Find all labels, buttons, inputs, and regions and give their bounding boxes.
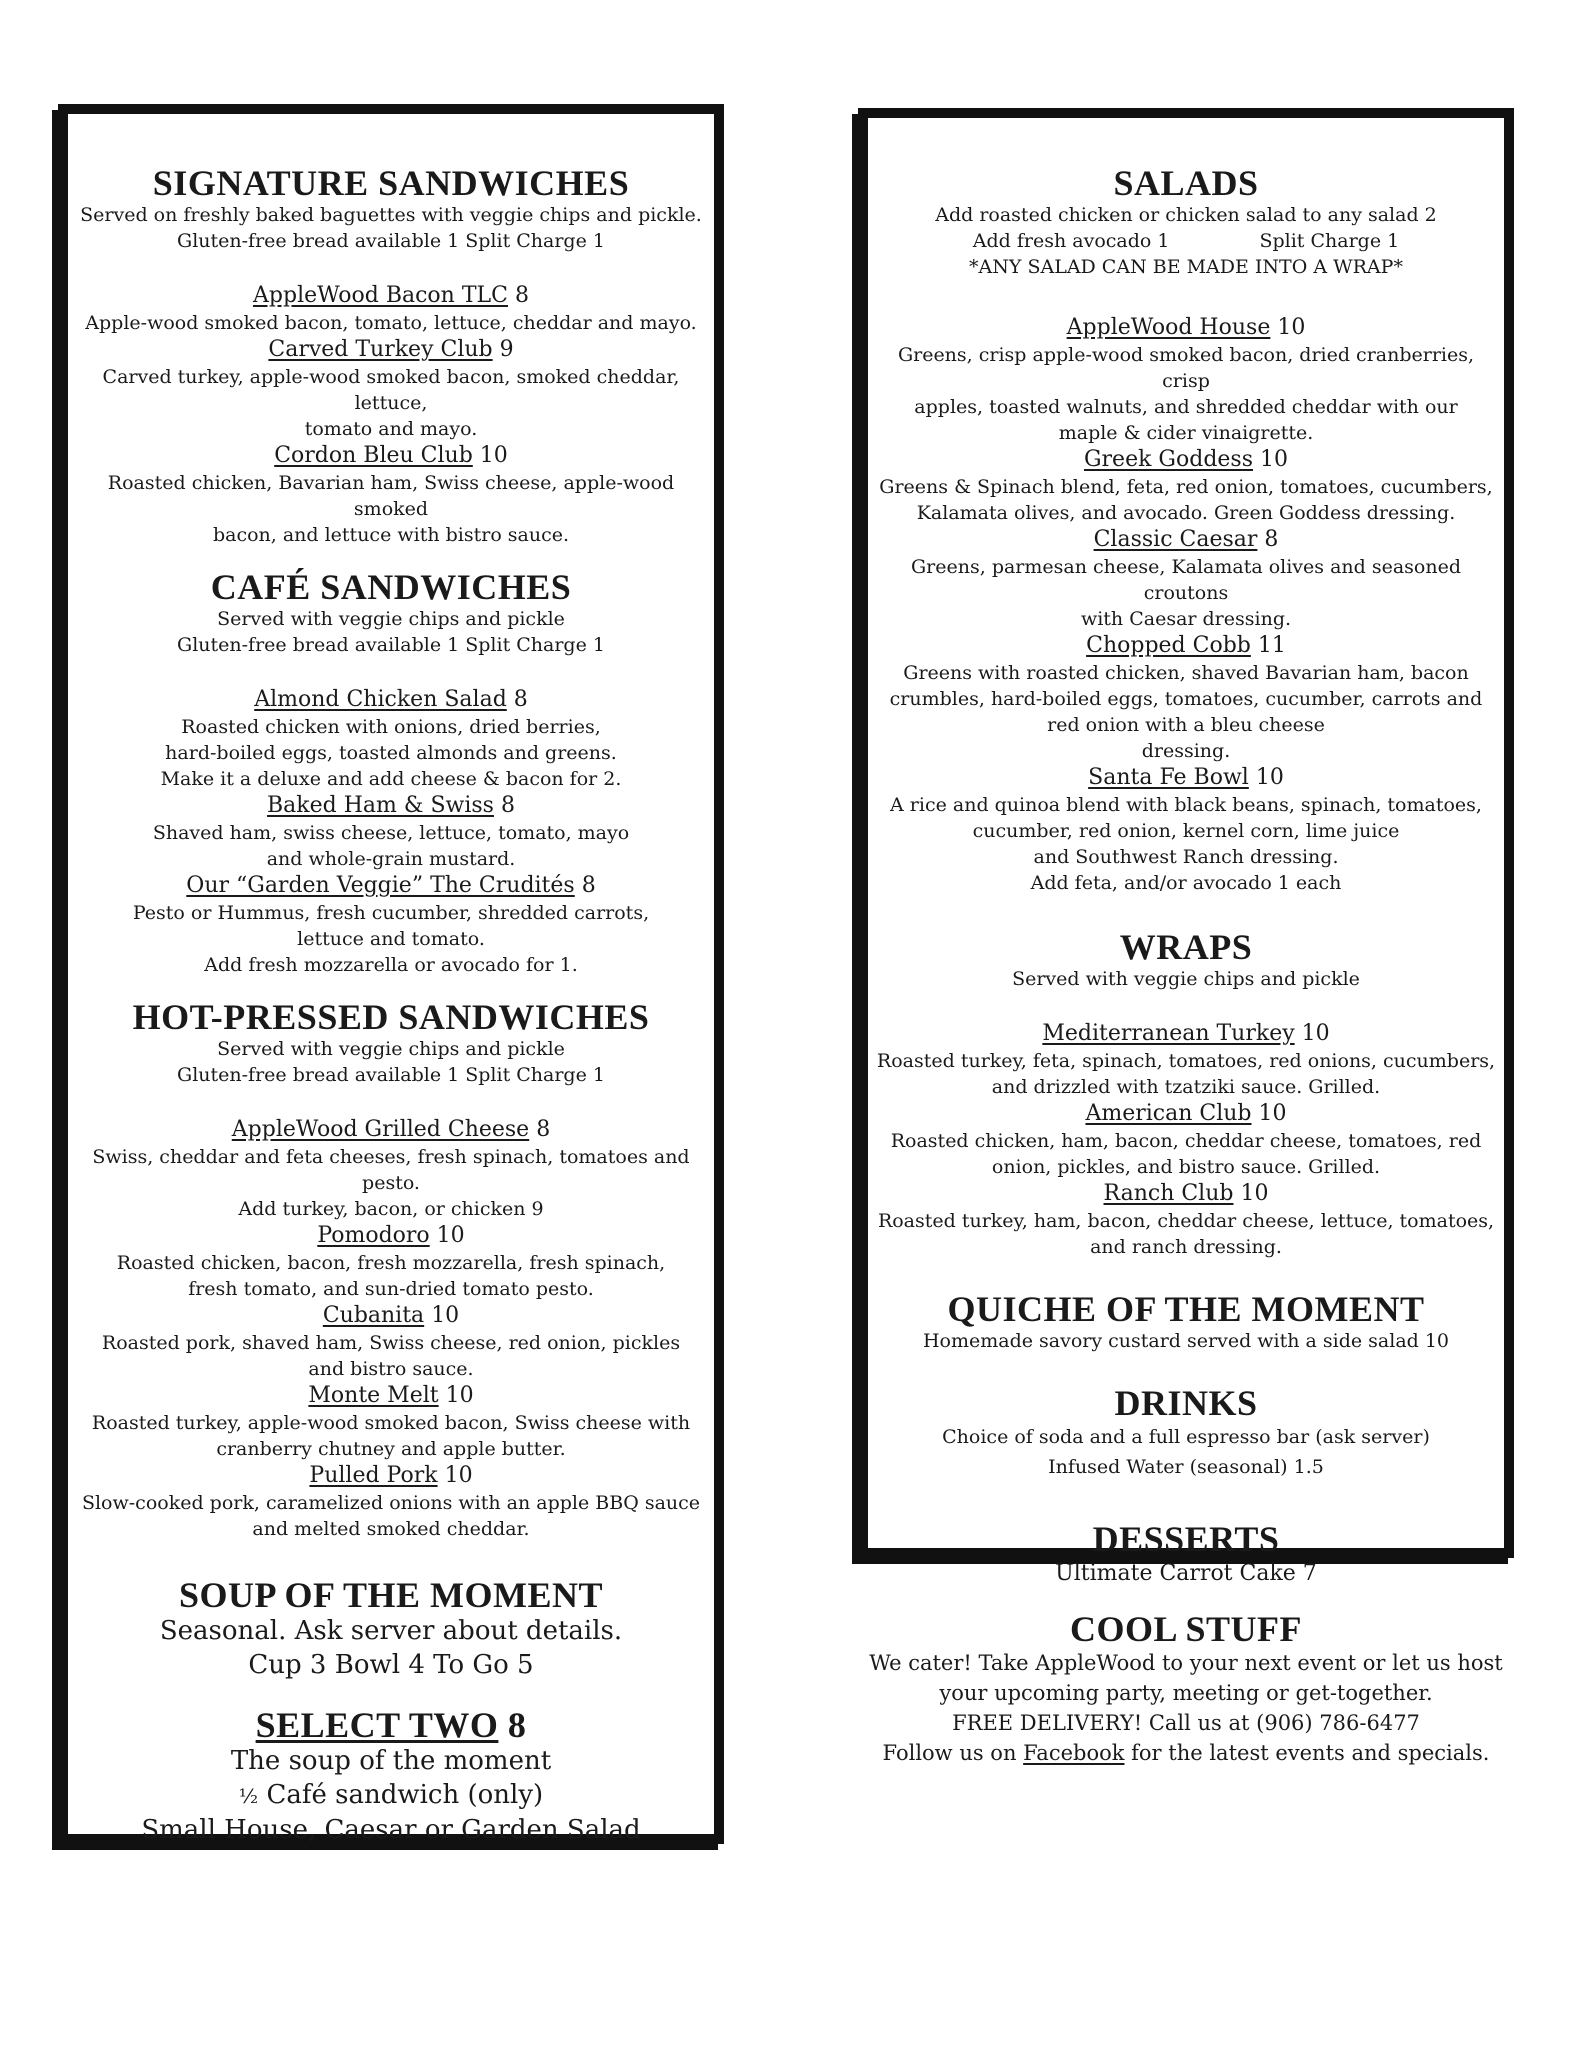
- section-subtitle: *ANY SALAD CAN BE MADE INTO A WRAP*: [969, 256, 1403, 278]
- menu-item-name: Ranch Club: [1103, 1181, 1234, 1206]
- menu-item-description: tomato and mayo.: [304, 418, 478, 440]
- menu-item-price: 10: [479, 443, 508, 468]
- cool-stuff-section: [858, 1610, 1514, 1768]
- avocado-note: Add fresh avocado 1: [972, 230, 1170, 252]
- menu-item-name: American Club: [1085, 1101, 1252, 1126]
- menu-item-description: hard-boiled eggs, toasted almonds and greens.: [165, 742, 617, 764]
- left-menu-panel: [58, 104, 724, 1844]
- menu-item-description: Shaved ham, swiss cheese, lettuce, tomato, mayo: [152, 822, 630, 844]
- menu-item-description: Roasted turkey, apple-wood smoked bacon, Swiss cheese with: [91, 1412, 691, 1434]
- menu-item-name: Cubanita: [322, 1303, 425, 1328]
- menu-item-description: and whole-grain mustard.: [266, 848, 516, 870]
- menu-item-name: AppleWood Bacon TLC: [253, 283, 508, 308]
- select-line: The soup of the moment: [230, 1746, 552, 1776]
- menu-item-description: A rice and quinoa blend with black beans, spinach, tomatoes,: [890, 794, 1482, 816]
- menu-item-title: [868, 1100, 1504, 1128]
- menu-item: [68, 336, 714, 442]
- menu-item-description: Add fresh mozzarella or avocado for 1.: [204, 954, 578, 976]
- menu-item-description: and bistro sauce.: [308, 1358, 474, 1380]
- menu-item: [868, 1100, 1504, 1180]
- menu-item-description: Apple-wood smoked bacon, tomato, lettuce, cheddar and mayo.: [85, 312, 697, 334]
- menu-item-title: [68, 872, 714, 900]
- menu-item-description: Carved turkey, apple-wood smoked bacon, smoked cheddar, lettuce,: [102, 366, 680, 414]
- menu-item-description: Greens, parmesan cheese, Kalamata olives and seasoned croutons: [911, 556, 1461, 604]
- menu-item-description: Swiss, cheddar and feta cheeses, fresh spinach, tomatoes and pesto.: [92, 1146, 690, 1194]
- split-charge-note: Split Charge 1: [1259, 230, 1400, 252]
- menu-item-description: Add feta, and/or avocado 1 each: [1030, 872, 1342, 894]
- menu-item-price: 10: [1277, 315, 1306, 340]
- menu-item: [868, 632, 1504, 764]
- menu-item-description: lettuce and tomato.: [297, 928, 485, 950]
- menu-list-wraps: [868, 1020, 1504, 1260]
- section-title-salads: SALADS: [1113, 163, 1259, 203]
- fraction: ½: [238, 1784, 259, 1808]
- menu-list-cafe: [68, 686, 714, 978]
- section-subtitle: Served with veggie chips and pickle: [1012, 968, 1360, 990]
- menu-item-price: 10: [1240, 1181, 1269, 1206]
- menu-item-price: 8: [581, 873, 596, 898]
- menu-item: [68, 1302, 714, 1382]
- menu-item-title: [68, 282, 714, 310]
- menu-item-title: [68, 1222, 714, 1250]
- menu-item-name: Carved Turkey Club: [268, 337, 493, 362]
- menu-item-description: cranberry chutney and apple butter.: [216, 1438, 566, 1460]
- section-title-cafe: CAFÉ SANDWICHES: [210, 567, 572, 607]
- menu-item: [68, 686, 714, 792]
- menu-item: [868, 446, 1504, 526]
- menu-list-salads: [868, 314, 1504, 896]
- menu-item-description: Pesto or Hummus, fresh cucumber, shredded carrots,: [132, 902, 650, 924]
- section-subtitle: Served with veggie chips and pickle: [217, 608, 565, 630]
- select-line: Small House, Caesar or Garden Salad: [141, 1815, 641, 1845]
- menu-item-description: cucumber, red onion, kernel corn, lime juice: [972, 820, 1400, 842]
- section-title-drinks: DRINKS: [1114, 1383, 1258, 1423]
- menu-item-description: apples, toasted walnuts, and shredded cheddar with our: [914, 396, 1458, 418]
- menu-item-description: Greens & Spinach blend, feta, red onion, tomatoes, cucumbers,: [879, 476, 1493, 498]
- menu-item-title: [868, 764, 1504, 792]
- menu-item-name: Almond Chicken Salad: [254, 687, 507, 712]
- menu-item-description: and melted smoked cheddar.: [252, 1518, 530, 1540]
- menu-item: [68, 1382, 714, 1462]
- menu-item: [68, 1222, 714, 1302]
- soup-line: Seasonal. Ask server about details.: [159, 1616, 623, 1646]
- drinks-line: Infused Water (seasonal) 1.5: [1048, 1456, 1324, 1478]
- cool-line: your upcoming party, meeting or get-together.: [939, 1681, 1433, 1705]
- menu-item-title: [868, 632, 1504, 660]
- menu-item-title: [868, 446, 1504, 474]
- menu-item-name: Mediterranean Turkey: [1042, 1021, 1295, 1046]
- menu-item-price: 8: [536, 1117, 551, 1142]
- menu-item: [868, 1180, 1504, 1260]
- cool-text: Follow us on: [882, 1741, 1024, 1765]
- menu-list-hot: [68, 1116, 714, 1542]
- menu-item-description: Roasted pork, shaved ham, Swiss cheese, red onion, pickles: [101, 1332, 681, 1354]
- select-line: [68, 1778, 714, 1813]
- select-two-price: 8: [507, 1705, 527, 1745]
- menu-item-description: crumbles, hard-boiled eggs, tomatoes, cucumber, carrots and: [889, 688, 1483, 710]
- menu-item: [68, 1462, 714, 1542]
- menu-item-name: AppleWood House: [1066, 315, 1271, 340]
- menu-item-description: maple & cider vinaigrette.: [1058, 422, 1314, 444]
- section-subtitle: Served with veggie chips and pickle: [217, 1038, 565, 1060]
- section-title-soup: SOUP OF THE MOMENT: [178, 1575, 604, 1615]
- menu-item-description: with Caesar dressing.: [1080, 608, 1292, 630]
- menu-item-name: AppleWood Grilled Cheese: [231, 1117, 530, 1142]
- menu-item-description: fresh tomato, and sun-dried tomato pesto.: [188, 1278, 594, 1300]
- menu-item-price: 8: [500, 793, 515, 818]
- menu-item-name: Cordon Bleu Club: [274, 443, 473, 468]
- cool-line: FREE DELIVERY! Call us at (906) 786-6477: [952, 1711, 1420, 1735]
- menu-item: [868, 314, 1504, 446]
- menu-item-price: 8: [1264, 527, 1279, 552]
- section-title-wraps: WRAPS: [1119, 927, 1253, 967]
- menu-item-price: 10: [1260, 447, 1289, 472]
- menu-item-title: [68, 686, 714, 714]
- menu-item-title: [68, 792, 714, 820]
- cool-line: [858, 1738, 1514, 1768]
- section-title-desserts: DESSERTS: [1092, 1519, 1280, 1559]
- menu-item-name: Classic Caesar: [1093, 527, 1258, 552]
- section-title-quiche: QUICHE OF THE MOMENT: [947, 1289, 1425, 1329]
- menu-item-description: and Southwest Ranch dressing.: [1033, 846, 1339, 868]
- menu-item-name: Our “Garden Veggie” The Crudités: [186, 873, 575, 898]
- section-title-cool: COOL STUFF: [1069, 1609, 1303, 1649]
- menu-item-title: [68, 442, 714, 470]
- select-line-text: Café sandwich (only): [266, 1780, 544, 1810]
- section-title-signature: SIGNATURE SANDWICHES: [152, 163, 630, 203]
- menu-item: [68, 792, 714, 872]
- menu-item: [868, 764, 1504, 896]
- menu-item: [68, 872, 714, 978]
- menu-item-title: [868, 526, 1504, 554]
- menu-item-price: 10: [436, 1223, 465, 1248]
- cool-text: for the latest events and specials.: [1124, 1741, 1490, 1765]
- section-subtitle: Gluten-free bread available 1 Split Charge 1: [177, 634, 605, 656]
- menu-item-description: Greens with roasted chicken, shaved Bavarian ham, bacon: [903, 662, 1469, 684]
- menu-item-price: 10: [444, 1463, 473, 1488]
- section-subtitle: Gluten-free bread available 1 Split Charge 1: [177, 1064, 605, 1086]
- menu-item-description: Roasted chicken, bacon, fresh mozzarella, fresh spinach,: [116, 1252, 666, 1274]
- menu-item-title: [68, 336, 714, 364]
- menu-item-title: [868, 1020, 1504, 1048]
- desserts-line: Ultimate Carrot Cake 7: [1055, 1561, 1317, 1586]
- section-title-select-two: [68, 1706, 714, 1744]
- menu-item-price: 10: [445, 1383, 474, 1408]
- menu-item-description: onion, pickles, and bistro sauce. Grilled.: [991, 1156, 1381, 1178]
- menu-item-price: 10: [1301, 1021, 1330, 1046]
- menu-item: [868, 1020, 1504, 1100]
- menu-item-name: Chopped Cobb: [1086, 633, 1251, 658]
- menu-item-description: and drizzled with tzatziki sauce. Grilled.: [991, 1076, 1381, 1098]
- menu-item-title: [68, 1116, 714, 1144]
- menu-item-description: Roasted chicken with onions, dried berries,: [181, 716, 601, 738]
- menu-item-description: Roasted chicken, ham, bacon, cheddar cheese, tomatoes, red: [890, 1130, 1482, 1152]
- menu-item-price: 10: [1255, 765, 1284, 790]
- menu-item-title: [68, 1462, 714, 1490]
- drinks-line: Choice of soda and a full espresso bar (ask server): [942, 1426, 1430, 1448]
- menu-item-description: Slow-cooked pork, caramelized onions with an apple BBQ sauce: [81, 1492, 701, 1514]
- menu-item-description: and ranch dressing.: [1090, 1236, 1282, 1258]
- menu-item-name: Santa Fe Bowl: [1088, 765, 1249, 790]
- menu-item-description: red onion with a bleu cheese: [1047, 714, 1325, 736]
- right-menu-panel: [858, 108, 1514, 1586]
- menu-item-description: Roasted turkey, ham, bacon, cheddar cheese, lettuce, tomatoes,: [877, 1210, 1495, 1232]
- menu-item-description: Roasted chicken, Bavarian ham, Swiss cheese, apple-wood smoked: [107, 472, 675, 520]
- menu-item-price: 11: [1257, 633, 1286, 658]
- menu-list-signature: [68, 282, 714, 548]
- menu-item-description: dressing.: [1141, 740, 1231, 762]
- menu-item-title: [68, 1382, 714, 1410]
- section-subtitle: Gluten-free bread available 1 Split Charge 1: [177, 230, 605, 252]
- menu-item-name: Pomodoro: [317, 1223, 430, 1248]
- menu-item-title: [868, 1180, 1504, 1208]
- quiche-desc: Homemade savory custard served with a side salad 10: [922, 1330, 1450, 1352]
- menu-item-name: Greek Goddess: [1083, 447, 1254, 472]
- menu-item: [68, 282, 714, 336]
- menu-item-description: Add turkey, bacon, or chicken 9: [238, 1198, 544, 1220]
- facebook-link[interactable]: Facebook: [1023, 1741, 1125, 1765]
- menu-item-name: Pulled Pork: [309, 1463, 438, 1488]
- menu-item-price: 10: [431, 1303, 460, 1328]
- section-subtitle: Served on freshly baked baguettes with veggie chips and pickle.: [80, 204, 702, 226]
- section-title-hot: HOT-PRESSED SANDWICHES: [132, 997, 650, 1037]
- menu-item: [868, 526, 1504, 632]
- menu-item-name: Monte Melt: [308, 1383, 439, 1408]
- menu-item-title: [68, 1302, 714, 1330]
- menu-item-description: Roasted turkey, feta, spinach, tomatoes, red onions, cucumbers,: [876, 1050, 1496, 1072]
- soup-prices: Cup 3 Bowl 4 To Go 5: [248, 1650, 534, 1680]
- menu-item-title: [868, 314, 1504, 342]
- menu-item-description: Make it a deluxe and add cheese & bacon for 2.: [160, 768, 622, 790]
- menu-item-description: bacon, and lettuce with bistro sauce.: [212, 524, 570, 546]
- menu-item-price: 9: [499, 337, 514, 362]
- section-subtitle: [868, 228, 1504, 254]
- menu-item: [68, 442, 714, 548]
- cool-line: We cater! Take AppleWood to your next event or let us host: [869, 1651, 1503, 1675]
- menu-item-price: 8: [514, 283, 529, 308]
- menu-item-description: Greens, crisp apple-wood smoked bacon, dried cranberries, crisp: [897, 344, 1475, 392]
- menu-item: [68, 1116, 714, 1222]
- menu-item-price: 10: [1258, 1101, 1287, 1126]
- section-subtitle: Add roasted chicken or chicken salad to any salad 2: [935, 204, 1437, 226]
- menu-item-name: Baked Ham & Swiss: [267, 793, 494, 818]
- menu-item-price: 8: [513, 687, 528, 712]
- select-two-name: SELECT TWO: [255, 1705, 499, 1745]
- menu-item-description: Kalamata olives, and avocado. Green Goddess dressing.: [916, 502, 1456, 524]
